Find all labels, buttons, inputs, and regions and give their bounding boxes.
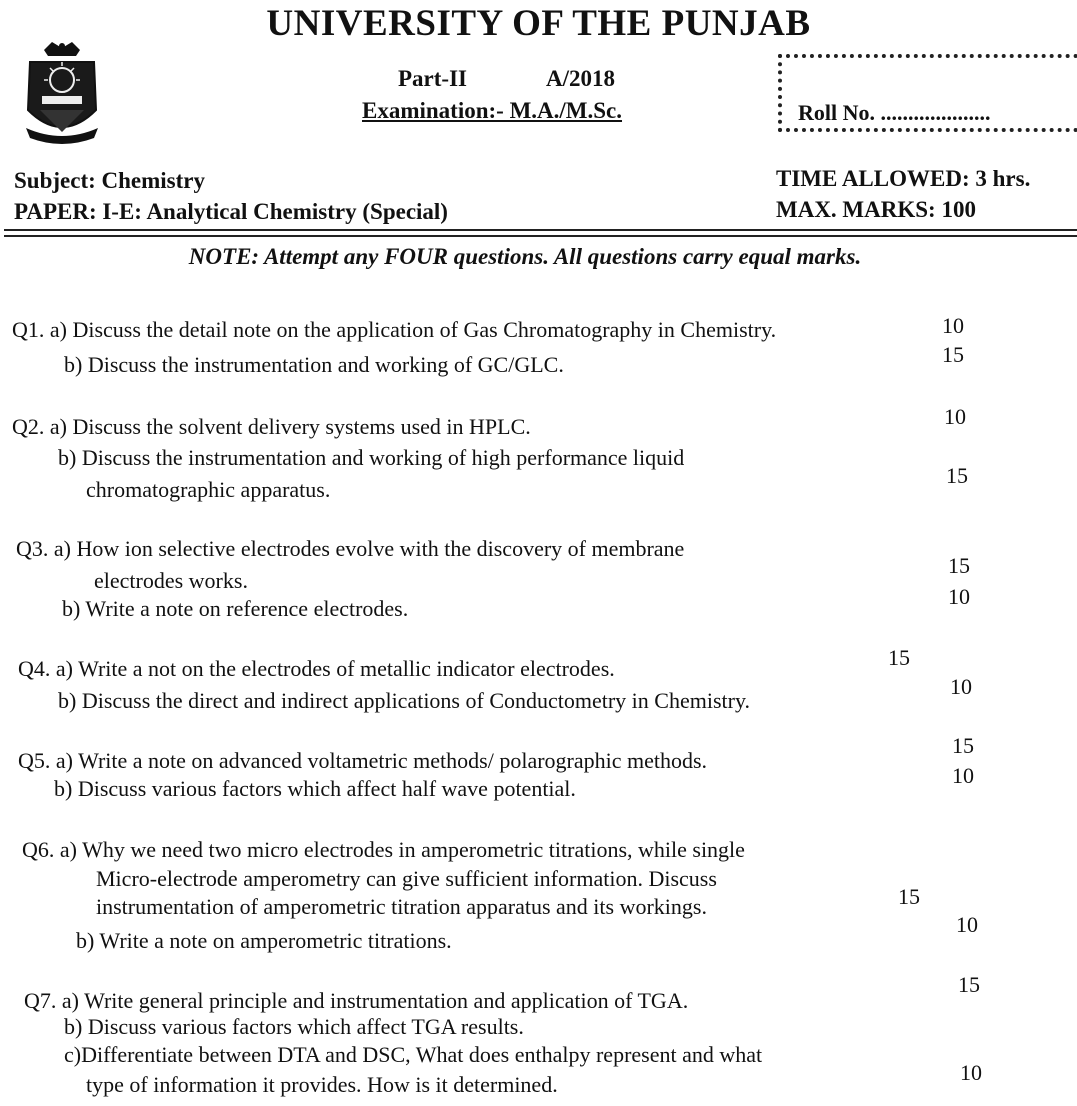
session-label: A/2018 [546,66,615,91]
q1-part-b: b) Discuss the instrumentation and working of GC/GLC. [64,352,564,377]
q5-part-a: Q5. a) Write a note on advanced voltametric methods/ polarographic methods. [18,748,708,773]
q2-part-a-marks: 10 [944,404,966,429]
q2-part-b-line2: chromatographic apparatus. [86,477,331,502]
paper-label: PAPER: I-E: Analytical Chemistry (Special) [14,199,448,224]
subject-label: Subject: Chemistry [14,168,205,193]
university-title: UNIVERSITY OF THE PUNJAB [266,3,811,44]
q1-part-a-marks: 10 [942,313,964,338]
q5-part-b: b) Discuss various factors which affect half wave potential. [54,776,576,801]
q7-part-a: Q7. a) Write general principle and instrumentation and application of TGA. [24,988,689,1013]
q1-part-a: Q1. a) Discuss the detail note on the application of Gas Chromatography in Chemistry. [12,317,777,342]
q3-part-b-marks: 10 [948,584,970,609]
q2-part-b-line1: b) Discuss the instrumentation and working of high performance liquid [58,445,685,470]
q3-part-a-marks: 15 [948,553,970,578]
q2-part-b-marks: 15 [946,463,968,488]
examination-label: Examination:- M.A./M.Sc. [362,98,623,123]
q5-part-b-marks: 10 [952,763,974,788]
header-rule-top [4,229,1077,231]
q4-part-a: Q4. a) Write a not on the electrodes of metallic indicator electrodes. [18,656,615,681]
q7-part-a-marks: 15 [958,972,980,997]
q7-part-b: b) Discuss various factors which affect TGA results. [64,1014,524,1039]
q4-part-b: b) Discuss the direct and indirect applications of Conductometry in Chemistry. [58,688,751,713]
q7-part-c-marks: 10 [960,1060,982,1085]
q6-part-a-line1: Q6. a) Why we need two micro electrodes in amperometric titrations, while single [22,837,745,862]
max-marks-label: MAX. MARKS: 100 [776,197,976,222]
q5-part-a-marks: 15 [952,733,974,758]
time-allowed-label: TIME ALLOWED: 3 hrs. [776,166,1031,191]
roll-number-field: Roll No. .................... [798,100,991,125]
header-rule-bottom [4,235,1077,237]
q3-part-b: b) Write a note on reference electrodes. [62,596,409,621]
q4-part-b-marks: 10 [950,674,972,699]
q6-part-a-line3: instrumentation of amperometric titration apparatus and its workings. [96,894,707,919]
q6-part-a-marks: 15 [898,884,920,909]
university-seal-logo [22,40,102,148]
q2-part-a: Q2. a) Discuss the solvent delivery systems used in HPLC. [12,414,531,439]
q7-part-c-line2: type of information it provides. How is it determined. [86,1072,558,1097]
part-label: Part-II [398,66,467,91]
q4-part-a-marks: 15 [888,645,910,670]
q1-part-b-marks: 15 [942,342,964,367]
q6-part-b: b) Write a note on amperometric titrations. [76,928,452,953]
q3-part-a-line1: Q3. a) How ion selective electrodes evolve with the discovery of membrane [16,536,685,561]
instructions-note: NOTE: Attempt any FOUR questions. All questions carry equal marks. [188,244,862,269]
q6-part-b-marks: 10 [956,912,978,937]
q7-part-c-line1: c)Differentiate between DTA and DSC, What does enthalpy represent and what [64,1042,763,1067]
q3-part-a-line2: electrodes works. [94,568,248,593]
q6-part-a-line2: Micro-electrode amperometry can give sufficient information. Discuss [96,866,717,891]
